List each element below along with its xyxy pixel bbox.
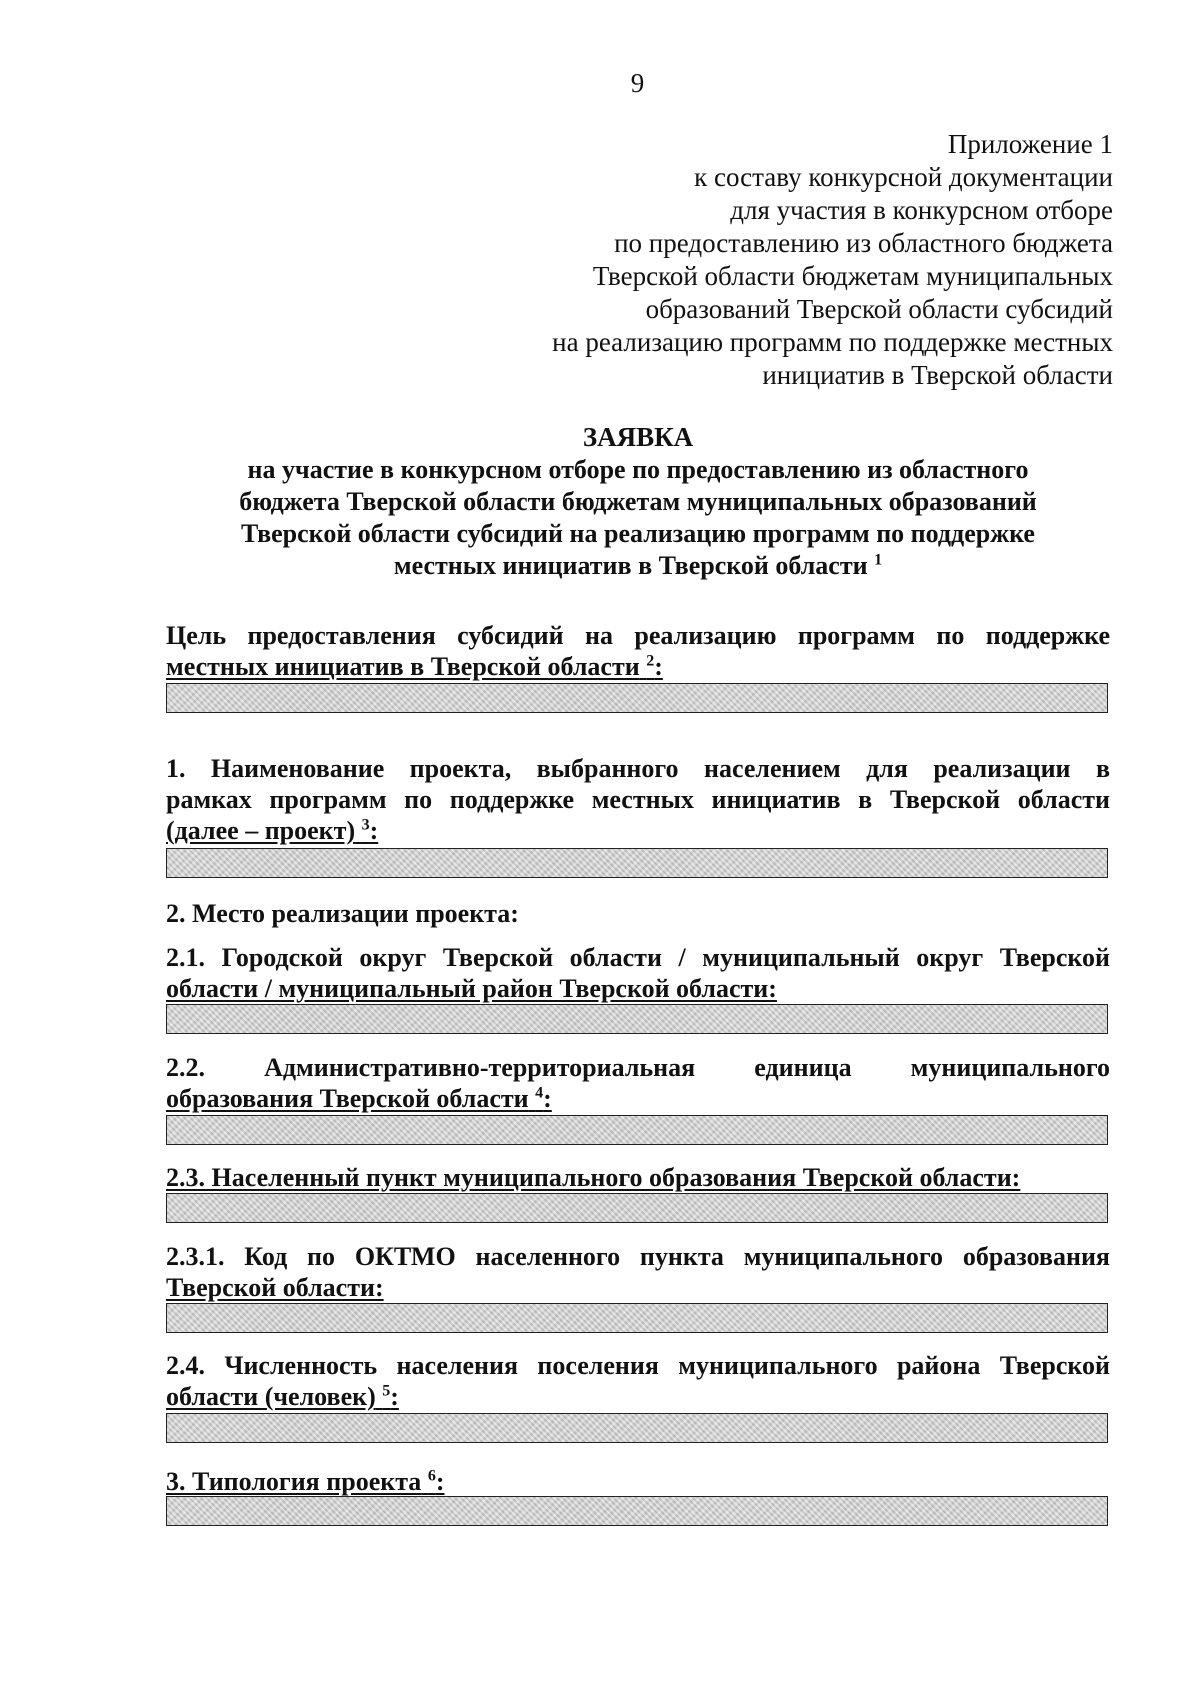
section-2-1-line: области / муниципальный район Тверской области:: [166, 974, 777, 1003]
project-typology-field[interactable]: [166, 1496, 1108, 1526]
section-3-label: 3. Типология проекта $^6$:: [166, 1467, 445, 1496]
title-line: Тверской области субсидий на реализацию программ по поддержке: [241, 519, 1035, 548]
appendix-line: на реализацию программ по поддержке местных: [552, 327, 1113, 357]
title-line: бюджета Тверской области бюджетам муниципальных образований: [239, 487, 1037, 516]
appendix-line: Приложение 1: [947, 129, 1113, 159]
settlement-field[interactable]: [166, 1193, 1108, 1223]
section-2-3-1-line: 2.3.1. Код по ОКТМО населенного пункта муниципального образования: [166, 1242, 1110, 1271]
goal-label: [166, 620, 1110, 682]
section-2-3-1-line: Тверской области:: [166, 1273, 384, 1302]
section-2-3-label: 2.3. Населенный пункт муниципального образования Тверской области:: [166, 1163, 1021, 1192]
section-2-2-line: образования Тверской области $^4$:: [166, 1084, 552, 1113]
oktmo-code-field[interactable]: [166, 1303, 1108, 1333]
project-name-field[interactable]: [166, 848, 1108, 878]
section-2-2-label: [166, 1052, 1110, 1114]
title-line-text: местных инициатив в Тверской области: [393, 551, 868, 580]
section-2-1-line: 2.1. Городской округ Тверской области / муниципальный округ Тверской: [166, 943, 1110, 972]
footnote-ref: 4: [535, 1084, 544, 1102]
section-2-2-line: 2.2. Административно-территориальная единица муниципального: [166, 1053, 1110, 1082]
population-field[interactable]: [166, 1413, 1108, 1443]
section-1-label: [166, 753, 1110, 846]
goal-line: местных инициатив в Тверской области $^2$:: [166, 652, 663, 681]
document-title: [166, 420, 1110, 582]
section-2-4-line: области (человек) $^5$:: [166, 1382, 399, 1411]
municipality-field[interactable]: [166, 1004, 1108, 1034]
goal-line: Цель предоставления субсидий на реализацию программ по поддержке: [166, 621, 1110, 650]
admin-unit-field[interactable]: [166, 1115, 1108, 1145]
appendix-line: Тверской области бюджетам муниципальных: [592, 261, 1113, 291]
section-2-1-label: [166, 942, 1110, 1004]
section-1-line: рамках программ по поддержке местных инициатив в Тверской области: [166, 785, 1110, 814]
section-2-label: 2. Место реализации проекта:: [166, 899, 519, 928]
section-2-3-1-label: [166, 1241, 1110, 1303]
title-line: на участие в конкурсном отборе по предоставлению из областного: [247, 455, 1029, 484]
footnote-ref: 3: [361, 816, 370, 834]
appendix-header: [552, 128, 1113, 392]
footnote-ref: 6: [427, 1467, 436, 1485]
section-2-4-label: [166, 1350, 1110, 1412]
appendix-line: для участия в конкурсном отборе: [730, 195, 1113, 225]
appendix-line: образований Тверской области субсидий: [645, 294, 1113, 324]
section-2-4-line: 2.4. Численность населения поселения муниципального района Тверской: [166, 1351, 1110, 1380]
goal-input-field[interactable]: [166, 683, 1108, 713]
appendix-line: по предоставлению из областного бюджета: [614, 228, 1113, 258]
footnote-ref: 5: [382, 1382, 391, 1400]
section-1-line: 1. Наименование проекта, выбранного населением для реализации в: [166, 754, 1110, 783]
page-number: 9: [630, 68, 645, 98]
footnote-ref: 2: [646, 652, 655, 670]
title-main: ЗАЯВКА: [582, 422, 694, 452]
appendix-line: к составу конкурсной документации: [694, 162, 1113, 192]
section-1-line: (далее – проект) $^3$:: [166, 816, 379, 845]
appendix-line: инициатив в Тверской области: [762, 360, 1113, 390]
title-line: [166, 550, 1110, 582]
footnote-ref: 1: [874, 551, 883, 569]
